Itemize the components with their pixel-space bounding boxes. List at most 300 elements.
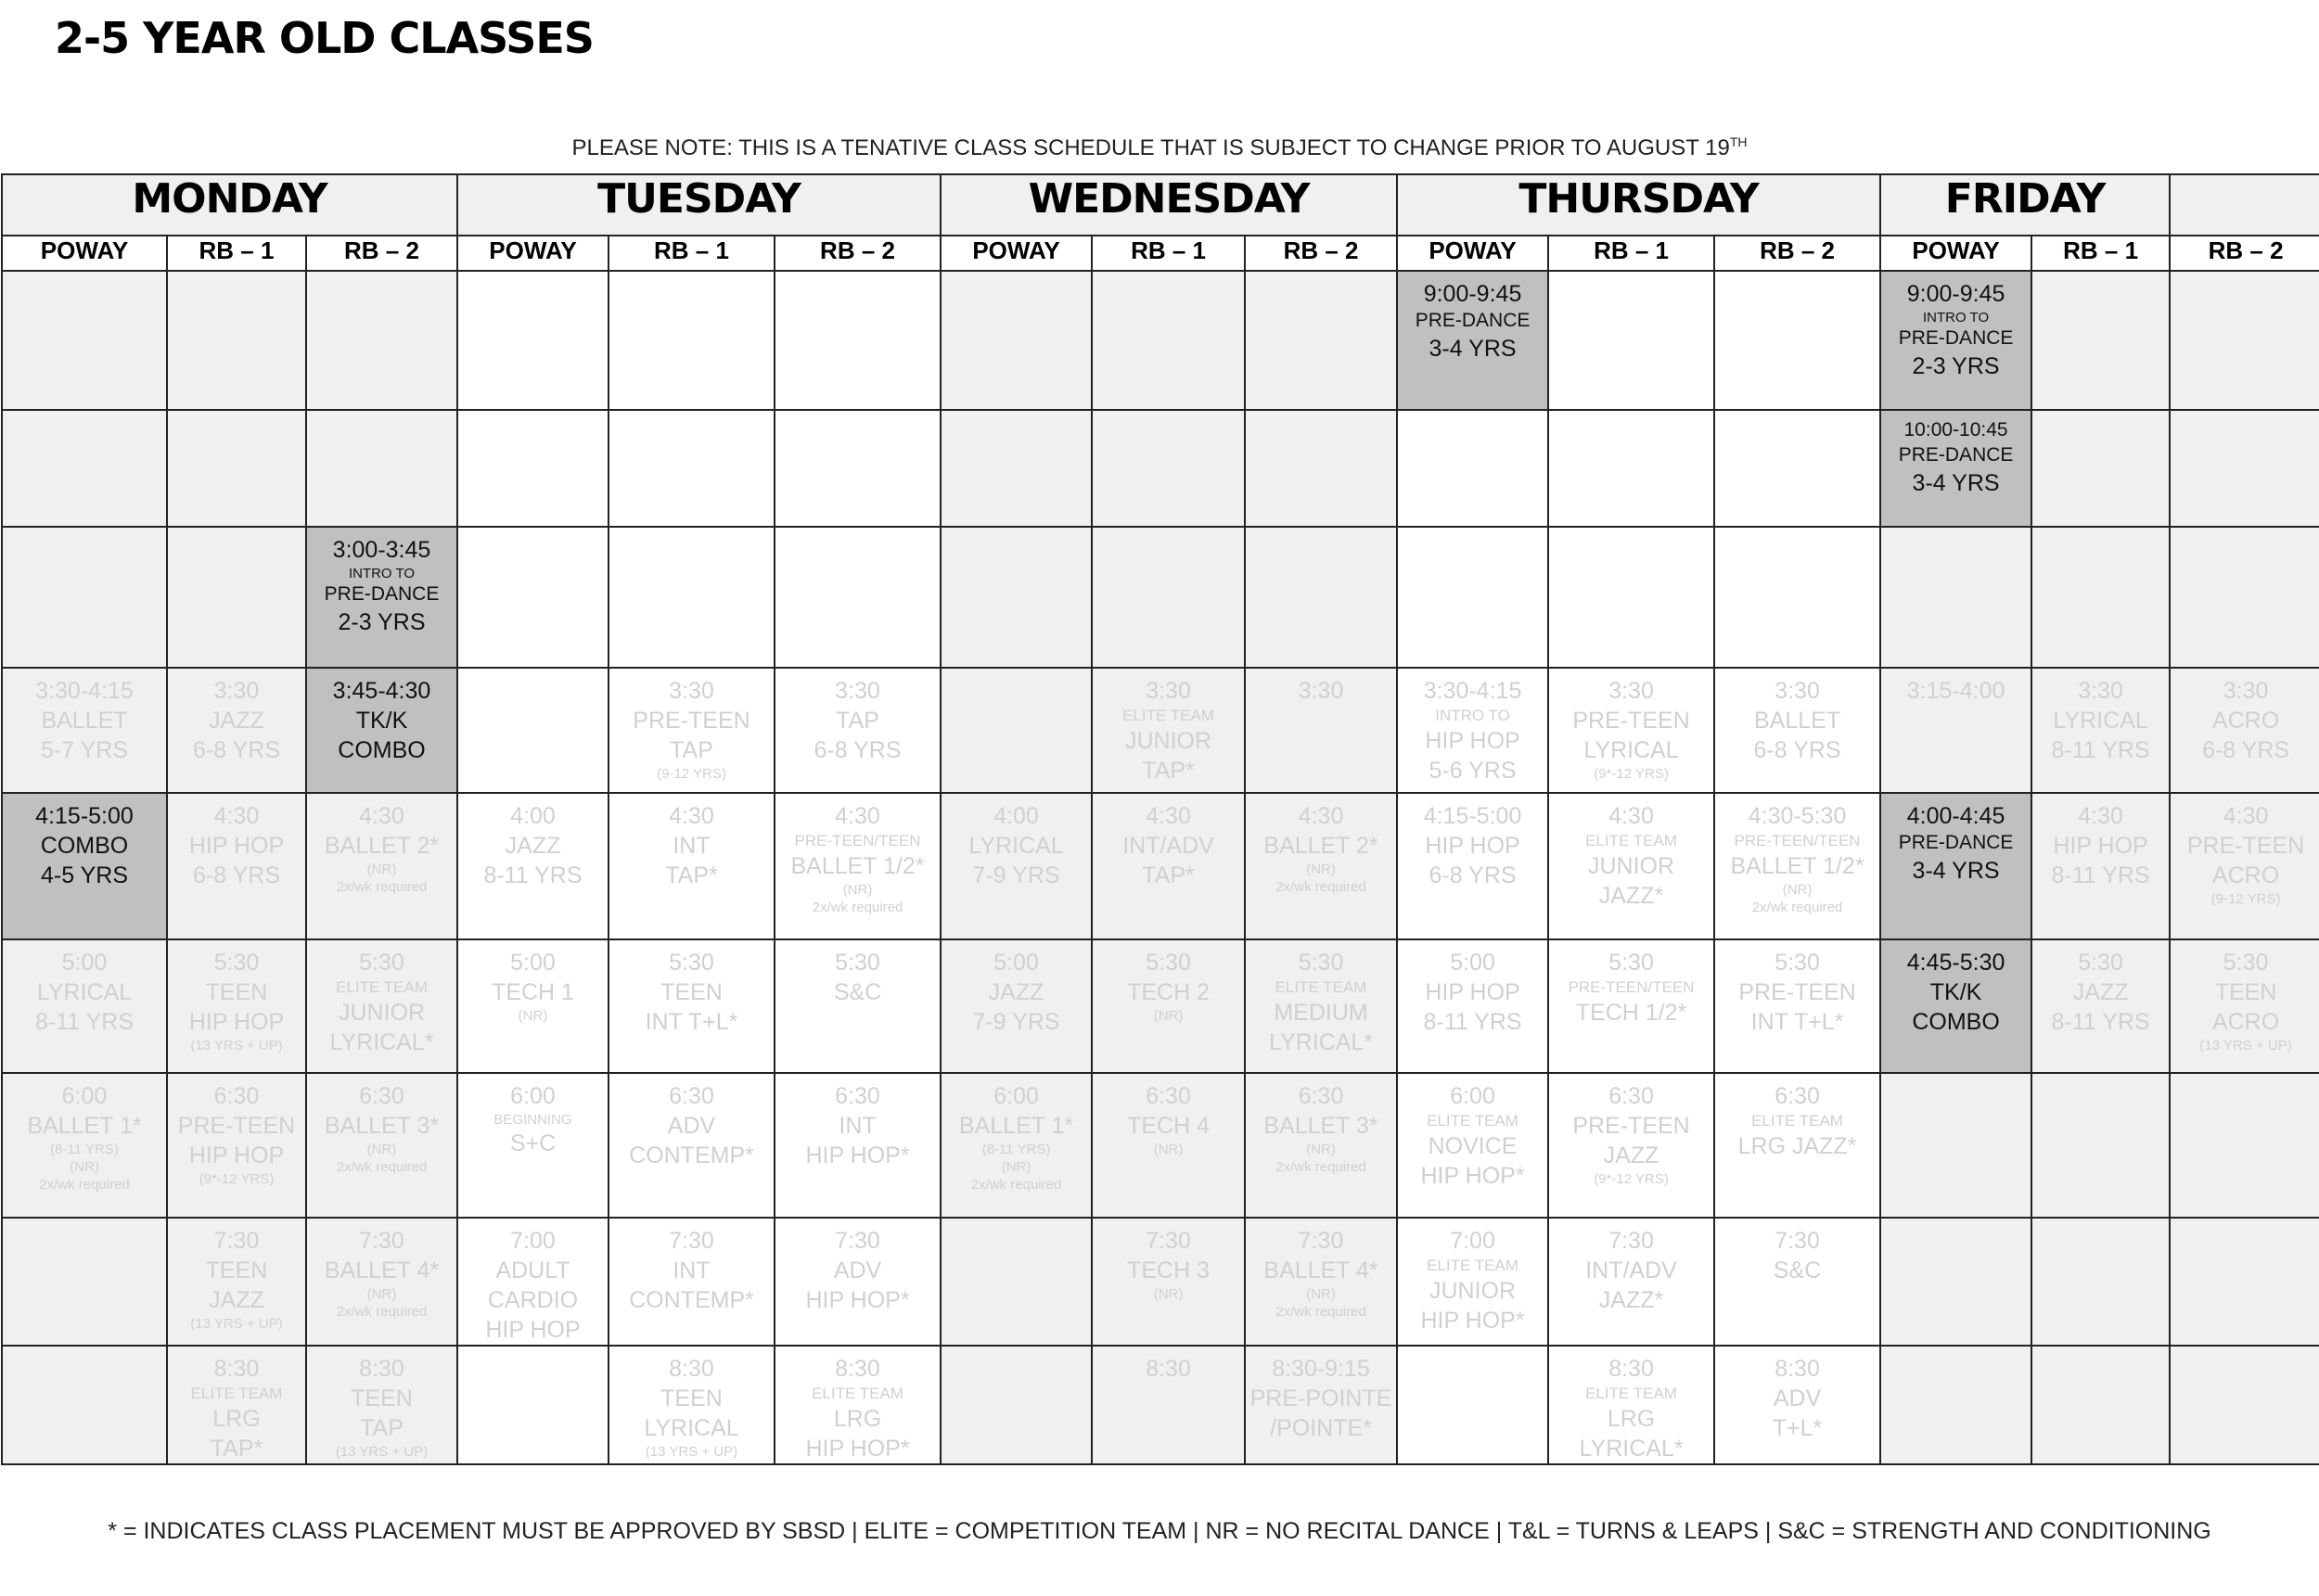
class-line: S&C [833, 979, 882, 1005]
class-cell [1880, 668, 2031, 793]
empty-cell [306, 410, 457, 527]
class-cell [1714, 793, 1880, 939]
class-cell [1092, 793, 1245, 939]
class-cell [1092, 939, 1245, 1073]
empty-cell [941, 271, 1092, 410]
class-line: ELITE TEAM [1751, 1112, 1843, 1130]
class-line: (NR) [1306, 862, 1336, 877]
class-line: 8:30 [1146, 1356, 1191, 1382]
empty-cell [941, 1218, 1092, 1346]
class-cell [1548, 1346, 1714, 1464]
class-line: 4:45-5:30 [1906, 950, 2005, 976]
class-cell [1245, 1073, 1397, 1218]
empty-cell [1714, 410, 1880, 527]
class-cell [167, 668, 306, 793]
class-line: 7:00 [510, 1228, 556, 1254]
class-line: 3:30 [2078, 678, 2123, 704]
class-line: LRG [212, 1405, 261, 1432]
class-line: JAZZ [209, 708, 264, 734]
empty-cell [2, 410, 167, 527]
empty-cell [2031, 1218, 2170, 1346]
class-line: HIP HOP* [805, 1435, 910, 1462]
class-line: 7:30 [835, 1228, 880, 1254]
class-cell [1092, 1073, 1245, 1218]
class-line: 2x/wk required [812, 899, 903, 915]
class-line: 5:30 [213, 950, 260, 976]
schedule-row [2, 1218, 2319, 1346]
class-cell [457, 939, 609, 1073]
class-line: ADV [1773, 1385, 1822, 1411]
class-cell [2, 793, 167, 939]
empty-cell [1092, 410, 1245, 527]
class-line: (NR) [366, 1142, 397, 1157]
class-cell [1548, 1218, 1714, 1346]
empty-cell [941, 1346, 1092, 1464]
empty-cell [1397, 1346, 1548, 1464]
class-cell [1092, 1346, 1245, 1464]
class-line: 5:00 [993, 950, 1039, 976]
class-line: ELITE TEAM [1585, 1385, 1677, 1402]
class-line: 2x/wk required [1751, 899, 1843, 915]
class-line: 8-11 YRS [34, 1009, 135, 1035]
class-line: 4:00-4:45 [1906, 803, 2005, 829]
class-line: MEDIUM [1274, 999, 1368, 1026]
class-line: 5-7 YRS [40, 737, 129, 763]
empty-cell [2031, 1073, 2170, 1218]
class-line: T+L* [1772, 1415, 1823, 1441]
class-line: (NR) [70, 1159, 99, 1176]
class-line: 7:30 [1608, 1228, 1654, 1254]
empty-cell [2031, 271, 2170, 410]
class-line: 6:30 [1298, 1083, 1344, 1109]
class-line: (8-11 YRS) [50, 1142, 119, 1157]
class-cell [609, 668, 775, 793]
class-line: 6:30 [669, 1083, 714, 1109]
class-line: (13 YRS + UP) [335, 1444, 429, 1460]
location-header-row [2, 236, 2319, 271]
empty-cell [1880, 1218, 2031, 1346]
schedule-row [2, 271, 2319, 410]
class-line: BEGINNING [493, 1112, 572, 1128]
class-cell [609, 939, 775, 1073]
class-line: 8-11 YRS [483, 862, 583, 888]
class-line: 4:15-5:00 [35, 803, 134, 829]
class-line: BALLET 1* [958, 1113, 1074, 1139]
class-line: HIP HOP [485, 1317, 581, 1343]
class-line: 4:30 [2078, 803, 2123, 829]
class-line: LRG [833, 1405, 882, 1432]
class-cell [1714, 1346, 1880, 1464]
location-header: RB – 1 [1092, 236, 1245, 271]
class-line: COMBO [338, 737, 426, 763]
class-line: ADULT [495, 1258, 570, 1283]
class-cell [1397, 271, 1548, 410]
class-cell [1245, 668, 1397, 793]
empty-cell [1880, 527, 2031, 668]
class-line: BALLET 3* [1263, 1113, 1378, 1139]
class-line: 7:30 [1298, 1228, 1344, 1254]
class-line: S+C [509, 1130, 557, 1157]
class-line: 3:30 [213, 678, 260, 704]
class-line: 4:30 [359, 803, 404, 829]
class-cell [2, 668, 167, 793]
empty-cell [2, 1218, 167, 1346]
class-line: CARDIO [487, 1287, 579, 1313]
class-line: 8:30 [1774, 1356, 1820, 1382]
location-header: RB – 1 [609, 236, 775, 271]
class-line: TAP [836, 708, 879, 734]
class-line: 4:00 [510, 803, 556, 829]
class-line: JUNIOR [1429, 1277, 1517, 1304]
class-line: 6:30 [1774, 1083, 1820, 1109]
class-cell [1397, 793, 1548, 939]
class-line: 6:30 [359, 1083, 404, 1109]
class-line: 4:30 [1608, 803, 1654, 829]
class-line: 5:30 [359, 950, 404, 976]
class-line: (9*-12 YRS) [1594, 766, 1669, 782]
empty-cell [1245, 271, 1397, 410]
class-line: 6-8 YRS [1429, 862, 1517, 888]
class-line: 3:30 [1298, 678, 1344, 704]
class-cell [167, 1073, 306, 1218]
class-line: ACRO [2211, 1009, 2280, 1035]
class-line: 5-6 YRS [1429, 757, 1517, 784]
class-line: 4:30 [1146, 803, 1191, 829]
class-line: COMBO [1912, 1009, 2000, 1035]
class-line: 9:00-9:45 [1906, 281, 2005, 307]
class-line: TAP* [210, 1435, 263, 1462]
class-line: HIP HOP [188, 833, 285, 859]
class-line: JAZZ [209, 1287, 264, 1313]
class-cell [2031, 939, 2170, 1073]
empty-cell [2170, 410, 2319, 527]
empty-cell [457, 527, 609, 668]
class-line: JAZZ [505, 833, 561, 859]
class-line: 5:00 [510, 950, 556, 976]
location-header: POWAY [2, 236, 167, 271]
empty-cell [167, 410, 306, 527]
empty-cell [1245, 527, 1397, 668]
class-line: HIP HOP* [1420, 1162, 1525, 1189]
class-cell [2031, 668, 2170, 793]
class-line: ELITE TEAM [1427, 1257, 1518, 1274]
class-cell [1245, 939, 1397, 1073]
class-line: LYRICAL* [1579, 1435, 1684, 1462]
class-cell [306, 1218, 457, 1346]
class-line: PRE-TEEN [177, 1113, 296, 1139]
class-line: ELITE TEAM [336, 978, 428, 996]
class-line: 8:30 [835, 1356, 880, 1382]
class-cell [1880, 410, 2031, 527]
class-line: LYRICAL [644, 1415, 739, 1441]
class-line: 3:00-3:45 [332, 537, 431, 563]
class-line: 7:30 [669, 1228, 714, 1254]
class-cell [609, 793, 775, 939]
class-line: ELITE TEAM [1122, 707, 1214, 724]
class-cell [775, 939, 941, 1073]
class-cell [1548, 793, 1714, 939]
class-line: 6:00 [61, 1083, 108, 1109]
class-cell [1880, 939, 2031, 1073]
class-line: INT/ADV [1122, 833, 1214, 859]
class-line: 6:30 [1608, 1083, 1654, 1109]
empty-cell [1714, 527, 1880, 668]
class-line: BALLET [1753, 708, 1841, 734]
class-line: 6-8 YRS [814, 737, 902, 763]
class-line: TAP [360, 1415, 404, 1441]
empty-cell [1092, 271, 1245, 410]
empty-cell [167, 527, 306, 668]
class-line: (NR) [842, 881, 873, 898]
class-line: 7:00 [1450, 1228, 1495, 1254]
class-line: 2x/wk required [970, 1177, 1062, 1194]
class-line: 8:30 [1608, 1356, 1654, 1382]
class-line: ELITE TEAM [190, 1385, 283, 1402]
empty-cell [1714, 271, 1880, 410]
class-line: (NR) [366, 1286, 397, 1302]
class-line: BALLET 4* [1263, 1258, 1378, 1283]
class-line: ACRO [2211, 708, 2280, 734]
class-cell [1548, 668, 1714, 793]
class-cell [306, 793, 457, 939]
class-line: TAP [670, 737, 713, 763]
class-line: BALLET 1/2* [1730, 852, 1864, 879]
empty-cell [1092, 527, 1245, 668]
class-line: 6:00 [510, 1083, 556, 1109]
empty-cell [941, 527, 1092, 668]
class-line: 8:30-9:15 [1272, 1356, 1370, 1382]
location-header: POWAY [1880, 236, 2031, 271]
class-line: HIP HOP [188, 1143, 285, 1168]
class-line: PRE-DANCE [1898, 443, 2014, 466]
empty-cell [2, 271, 167, 410]
day-blank [2170, 174, 2319, 236]
class-line: 6-8 YRS [2202, 737, 2290, 763]
class-line: 4:30-5:30 [1748, 803, 1847, 829]
class-line: 3-4 YRS [1429, 335, 1517, 362]
class-cell [775, 793, 941, 939]
class-line: 7:30 [359, 1228, 404, 1254]
page-title: 2-5 YEAR OLD CLASSES [55, 13, 594, 63]
class-line: ELITE TEAM [1275, 978, 1367, 996]
class-line: TK/K [1929, 979, 1982, 1005]
class-cell [1548, 1073, 1714, 1218]
class-line: JAZZ [1603, 1143, 1659, 1168]
class-cell [775, 1218, 941, 1346]
class-cell [306, 939, 457, 1073]
empty-cell [2170, 527, 2319, 668]
class-line: LRG JAZZ* [1737, 1132, 1857, 1159]
schedule-row [2, 939, 2319, 1073]
class-line: 6:30 [213, 1083, 260, 1109]
class-line: 7-9 YRS [972, 862, 1060, 888]
class-line: LYRICAL* [1268, 1028, 1374, 1055]
class-cell [609, 1073, 775, 1218]
class-line: TECH 2 [1127, 979, 1210, 1005]
class-cell [457, 1218, 609, 1346]
class-cell [457, 793, 609, 939]
class-line: 3-4 YRS [1912, 469, 2000, 496]
class-cell [167, 1218, 306, 1346]
class-line: TAP* [1142, 757, 1195, 784]
location-header: POWAY [1397, 236, 1548, 271]
class-line: TEEN [205, 979, 268, 1005]
class-cell [775, 1346, 941, 1464]
class-line: 6:30 [1146, 1083, 1191, 1109]
class-line: 3:30-4:15 [35, 678, 134, 704]
class-line: 6:00 [993, 1083, 1039, 1109]
class-line: 2-3 YRS [338, 609, 426, 636]
class-line: LYRICAL* [329, 1028, 434, 1055]
class-cell [1397, 668, 1548, 793]
class-cell [2170, 668, 2319, 793]
class-line: ELITE TEAM [812, 1385, 903, 1402]
class-line: 9:00-9:45 [1423, 281, 1522, 307]
class-cell [2, 939, 167, 1073]
class-cell [167, 793, 306, 939]
class-line: BALLET 1/2* [790, 852, 925, 879]
class-cell [457, 1073, 609, 1218]
empty-cell [457, 410, 609, 527]
class-line: BALLET 1* [27, 1113, 142, 1139]
class-line: INTRO TO [348, 566, 416, 581]
class-cell [1245, 793, 1397, 939]
empty-cell [1880, 1073, 2031, 1218]
empty-cell [2170, 1346, 2319, 1464]
class-line: S&C [1773, 1258, 1822, 1283]
class-line: 4:30 [213, 803, 260, 829]
class-line: TAP* [665, 862, 718, 888]
class-cell [1714, 1073, 1880, 1218]
class-line: PRE-TEEN [1572, 1113, 1690, 1139]
schedule-row [2, 793, 2319, 939]
class-line: 2x/wk required [39, 1177, 130, 1194]
class-line: PRE-DANCE [324, 583, 440, 606]
class-line: PRE-TEEN [633, 708, 750, 734]
empty-cell [609, 527, 775, 668]
empty-cell [2170, 271, 2319, 410]
empty-cell [457, 668, 609, 793]
empty-cell [2, 527, 167, 668]
empty-cell [1880, 1346, 2031, 1464]
class-line: PRE-TEEN [2186, 833, 2305, 859]
class-cell [941, 793, 1092, 939]
empty-cell [941, 410, 1092, 527]
class-line: INT [673, 833, 711, 859]
class-line: (NR) [1306, 1142, 1336, 1157]
class-cell [306, 527, 457, 668]
class-line: LRG [1607, 1405, 1656, 1432]
class-line: 4:00 [993, 803, 1039, 829]
class-line: INT [839, 1113, 877, 1139]
day-tuesday: TUESDAY [457, 174, 941, 236]
class-line: PRE-TEEN/TEEN [794, 832, 921, 849]
empty-cell [775, 410, 941, 527]
empty-cell [1548, 410, 1714, 527]
class-cell [1397, 939, 1548, 1073]
class-line: HIP HOP [1425, 727, 1520, 754]
schedule-row [2, 410, 2319, 527]
class-line: JAZZ [988, 979, 1044, 1005]
empty-cell [2, 1346, 167, 1464]
class-line: (NR) [1153, 1142, 1184, 1157]
day-header-row [2, 174, 2319, 236]
class-line: 5:30 [1146, 950, 1191, 976]
class-cell [2170, 939, 2319, 1073]
class-line: 7:30 [1146, 1228, 1191, 1254]
day-wednesday: WEDNESDAY [941, 174, 1397, 236]
class-line: 4:30 [669, 803, 714, 829]
class-line: (9*-12 YRS) [199, 1171, 275, 1187]
class-line: 2x/wk required [336, 1304, 428, 1321]
class-line: 5:30 [2223, 950, 2269, 976]
class-line: 8-11 YRS [1423, 1009, 1522, 1035]
class-line: 5:30 [1608, 950, 1654, 976]
note-superscript: TH [1729, 134, 1748, 149]
class-line: LYRICAL [968, 833, 1064, 859]
class-line: CONTEMP* [629, 1143, 754, 1168]
class-line: 6-8 YRS [192, 737, 281, 763]
class-line: JAZZ* [1598, 1287, 1664, 1313]
class-cell [167, 939, 306, 1073]
class-cell [1548, 939, 1714, 1073]
class-line: 3-4 YRS [1912, 857, 2000, 884]
class-line: TECH 1/2* [1575, 999, 1687, 1026]
empty-cell [306, 271, 457, 410]
class-cell [1397, 1073, 1548, 1218]
schedule-body [2, 271, 2319, 1464]
empty-cell [1397, 410, 1548, 527]
class-line: 8-11 YRS [2051, 737, 2150, 763]
class-line: HIP HOP [188, 1009, 285, 1035]
class-cell [306, 668, 457, 793]
class-line: TEEN [660, 1385, 723, 1411]
class-line: 5:30 [2078, 950, 2123, 976]
class-line: PRE-DANCE [1898, 832, 2014, 853]
class-cell [941, 939, 1092, 1073]
class-line: 2x/wk required [336, 1159, 428, 1176]
empty-cell [609, 271, 775, 410]
class-line: PRE-TEEN/TEEN [1568, 978, 1695, 996]
empty-cell [1548, 527, 1714, 668]
class-line: HIP HOP* [805, 1143, 910, 1168]
class-line: 5:00 [61, 950, 108, 976]
class-cell [306, 1073, 457, 1218]
class-line: 4:30 [835, 803, 880, 829]
class-line: 7-9 YRS [972, 1009, 1060, 1035]
class-line: (NR) [1782, 881, 1813, 898]
class-line: 5:30 [1774, 950, 1820, 976]
class-cell [775, 1073, 941, 1218]
empty-cell [1245, 410, 1397, 527]
empty-cell [775, 271, 941, 410]
empty-cell [1548, 271, 1714, 410]
note-text: PLEASE NOTE: THIS IS A TENATIVE CLASS SCHEDULE THAT IS SUBJECT TO CHANGE PRIOR TO AUGUST 19 [571, 135, 1730, 160]
class-line: PRE-TEEN [1738, 979, 1856, 1005]
empty-cell [2031, 527, 2170, 668]
class-line: INTRO TO [1435, 707, 1510, 724]
class-line: ADV [833, 1258, 882, 1283]
class-line: BALLET 2* [1263, 833, 1378, 859]
class-cell [1397, 1218, 1548, 1346]
class-line: (13 YRS + UP) [190, 1316, 283, 1332]
class-cell [306, 1346, 457, 1464]
class-cell [1092, 1218, 1245, 1346]
class-line: TECH 1 [492, 979, 574, 1005]
location-header: POWAY [941, 236, 1092, 271]
class-cell [1092, 668, 1245, 793]
class-line: INT [673, 1258, 711, 1283]
